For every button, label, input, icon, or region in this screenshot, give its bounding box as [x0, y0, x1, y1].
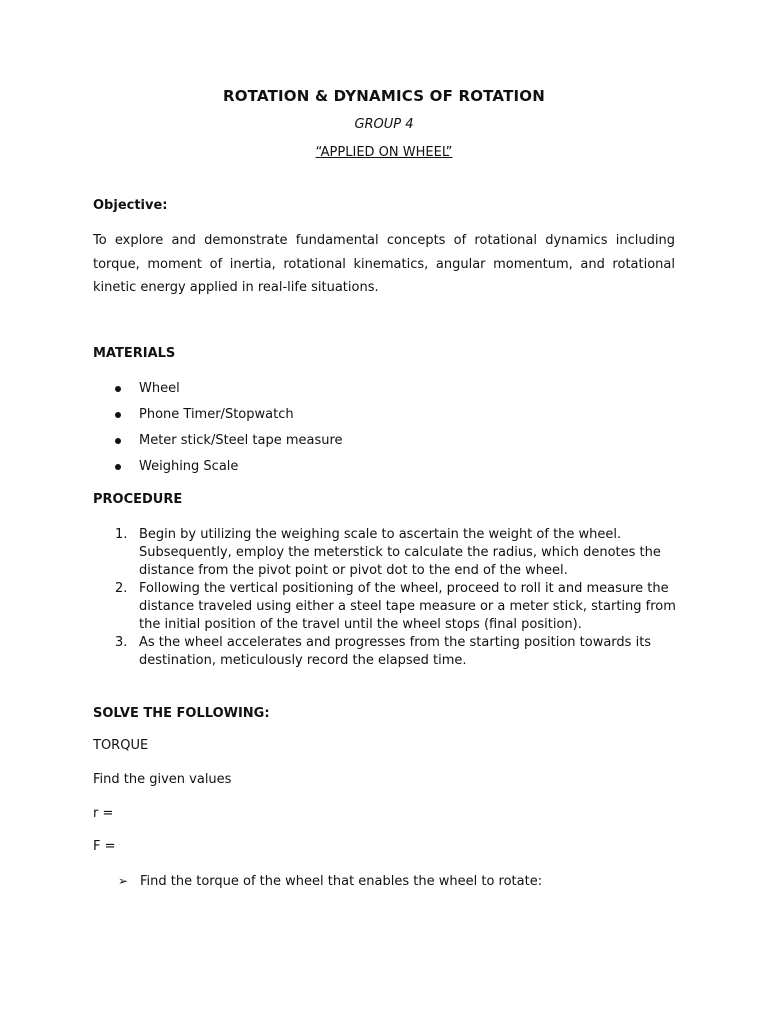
task-item [118, 874, 542, 889]
step-number: 1. [115, 527, 128, 542]
list-item [115, 404, 343, 430]
material-label: Phone Timer/Stopwatch [139, 407, 294, 422]
bullet-icon [115, 438, 121, 444]
list-item [115, 526, 677, 580]
step-number: 2. [115, 581, 128, 596]
procedure-heading: PROCEDURE [93, 492, 183, 507]
torque-label: TORQUE [93, 738, 149, 753]
materials-list [115, 378, 343, 482]
arrow-bullet-icon: ➢ [118, 874, 129, 888]
list-item [115, 456, 343, 482]
objective-heading: Objective: [93, 198, 168, 213]
material-label: Wheel [139, 381, 180, 396]
task-text: Find the torque of the wheel that enables the wheel to rotate: [140, 874, 543, 889]
step-number: 3. [115, 635, 128, 650]
force-field-label: F = [93, 839, 116, 854]
list-item [115, 378, 343, 404]
objective-text: To explore and demonstrate fundamental concepts of rotational dynamics including torque, moment of inertia, rotational kinematics, angular momentum, and rotational kinetic energy applied in real-life situations. [93, 233, 675, 295]
list-item [115, 634, 677, 670]
material-label: Weighing Scale [139, 459, 239, 474]
bullet-icon [115, 464, 121, 470]
step-text: Begin by utilizing the weighing scale to ascertain the weight of the wheel. Subsequently, employ the meterstick to calculate the radius, which denotes the distance from the pivot point or pivot dot to the end of the wheel. [139, 527, 661, 578]
group-label: GROUP 4 [354, 117, 414, 132]
given-values-label: Find the given values [93, 772, 232, 787]
document-title: ROTATION & DYNAMICS OF ROTATION [222, 87, 545, 105]
list-item [115, 580, 677, 634]
procedure-list [115, 526, 677, 670]
document-subtitle: “APPLIED ON WHEEL” [315, 145, 453, 160]
bullet-icon [115, 386, 121, 392]
step-text: Following the vertical positioning of the wheel, proceed to roll it and measure the distance traveled using either a steel tape measure or a meter stick, starting from the initial position of the travel until the wheel stops (final position). [139, 581, 676, 632]
material-label: Meter stick/Steel tape measure [139, 433, 343, 448]
solve-heading: SOLVE THE FOLLOWING: [93, 706, 270, 721]
step-text: As the wheel accelerates and progresses from the starting position towards its destination, meticulously record the elapsed time. [139, 635, 652, 668]
radius-field-label: r = [93, 806, 114, 821]
bullet-icon [115, 412, 121, 418]
materials-heading: MATERIALS [93, 346, 176, 361]
list-item [115, 430, 343, 456]
